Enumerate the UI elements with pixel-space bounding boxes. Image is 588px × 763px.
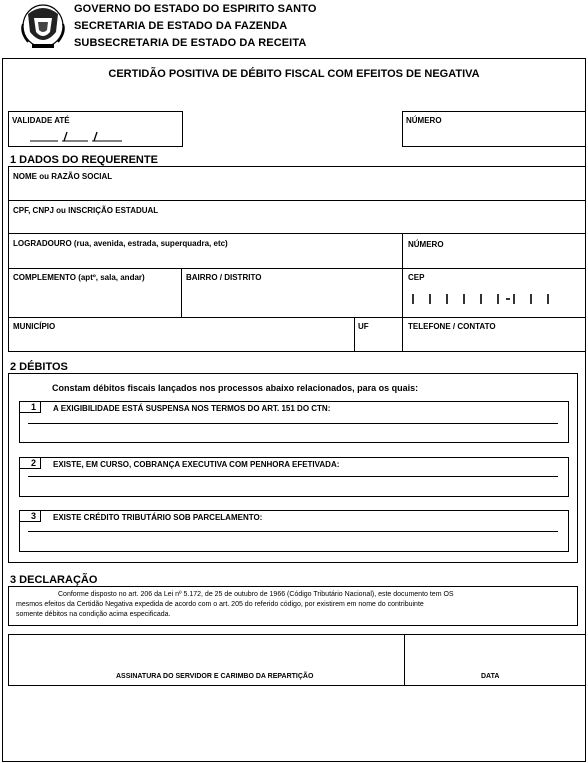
telefone-label: TELEFONE / CONTATO xyxy=(408,322,496,331)
debito-item-2-checkbox[interactable] xyxy=(19,457,41,469)
numero-endereco-field[interactable] xyxy=(403,234,585,267)
assinatura-label: ASSINATURA DO SERVIDOR E CARIMBO DA REPARTIÇÃO xyxy=(116,673,314,680)
bairro-label: BAIRRO / DISTRITO xyxy=(186,273,262,282)
section2-heading: 2 DÉBITOS xyxy=(10,361,68,373)
debito-item-3-checkbox[interactable] xyxy=(19,510,41,522)
declaracao-line-1: Conforme disposto no art. 206 da Lei nº 5.172, de 25 de outubro de 1966 (Código Tributário Nacional), este documento tem OS xyxy=(58,591,454,598)
section3-heading: 3 DECLARAÇÃO xyxy=(10,574,98,586)
numero-label: NÚMERO xyxy=(406,116,442,125)
uf-label: UF xyxy=(358,322,369,331)
section1-heading: 1 DADOS DO REQUERENTE xyxy=(10,154,158,166)
debito-item-2-number: 2 xyxy=(31,458,37,468)
complemento-label: COMPLEMENTO (aptº, sala, andar) xyxy=(13,273,145,282)
debito-item-2-label: EXISTE, EM CURSO, COBRANÇA EXECUTIVA COM PENHORA EFETIVADA: xyxy=(53,460,340,469)
cep-label: CEP xyxy=(408,273,425,282)
municipio-label: MUNICÍPIO xyxy=(13,322,56,331)
nome-label: NOME ou RAZÃO SOCIAL xyxy=(13,172,113,181)
header-secretariat: SECRETARIA DE ESTADO DA FAZENDA xyxy=(74,20,288,32)
certificate-title: CERTIDÃO POSITIVA DE DÉBITO FISCAL COM EFEITOS DE NEGATIVA xyxy=(108,68,480,80)
state-coat-of-arms xyxy=(20,2,66,50)
cpf-label: CPF, CNPJ ou INSCRIÇÃO ESTADUAL xyxy=(13,206,159,215)
data-label: DATA xyxy=(481,673,500,680)
debito-item-3-label: EXISTE CRÉDITO TRIBUTÁRIO SOB PARCELAMENTO: xyxy=(53,513,263,522)
numero-endereco-label: NÚMERO xyxy=(408,240,444,249)
debitos-intro: Constam débitos fiscais lançados nos processos abaixo relacionados, para os quais: xyxy=(52,383,419,393)
declaracao-line-2: mesmos efeitos da Certidão Negativa expedida de acordo com o art. 205 do referido código, por existirem em nome do contribuinte xyxy=(16,601,424,608)
cep-digit-ticks xyxy=(410,292,560,306)
debito-item-1-number: 1 xyxy=(31,402,37,412)
municipio-field[interactable] xyxy=(9,318,353,350)
header-subsecretariat: SUBSECRETARIA DE ESTADO DA RECEITA xyxy=(74,37,307,49)
debito-item-1-checkbox[interactable] xyxy=(19,401,41,413)
header-government: GOVERNO DO ESTADO DO ESPIRITO SANTO xyxy=(74,3,317,15)
validade-label: VALIDADE ATÉ xyxy=(12,116,70,125)
debito-item-1-label: A EXIGIBILIDADE ESTÁ SUSPENSA NOS TERMOS DO ART. 151 DO CTN: xyxy=(53,404,331,413)
validade-date-blanks xyxy=(30,129,125,141)
debito-item-3-number: 3 xyxy=(31,511,37,521)
logradouro-label: LOGRADOURO (rua, avenida, estrada, superquadra, etc) xyxy=(13,239,228,248)
declaracao-line-3: somente débitos na condição acima especificada. xyxy=(16,611,171,618)
